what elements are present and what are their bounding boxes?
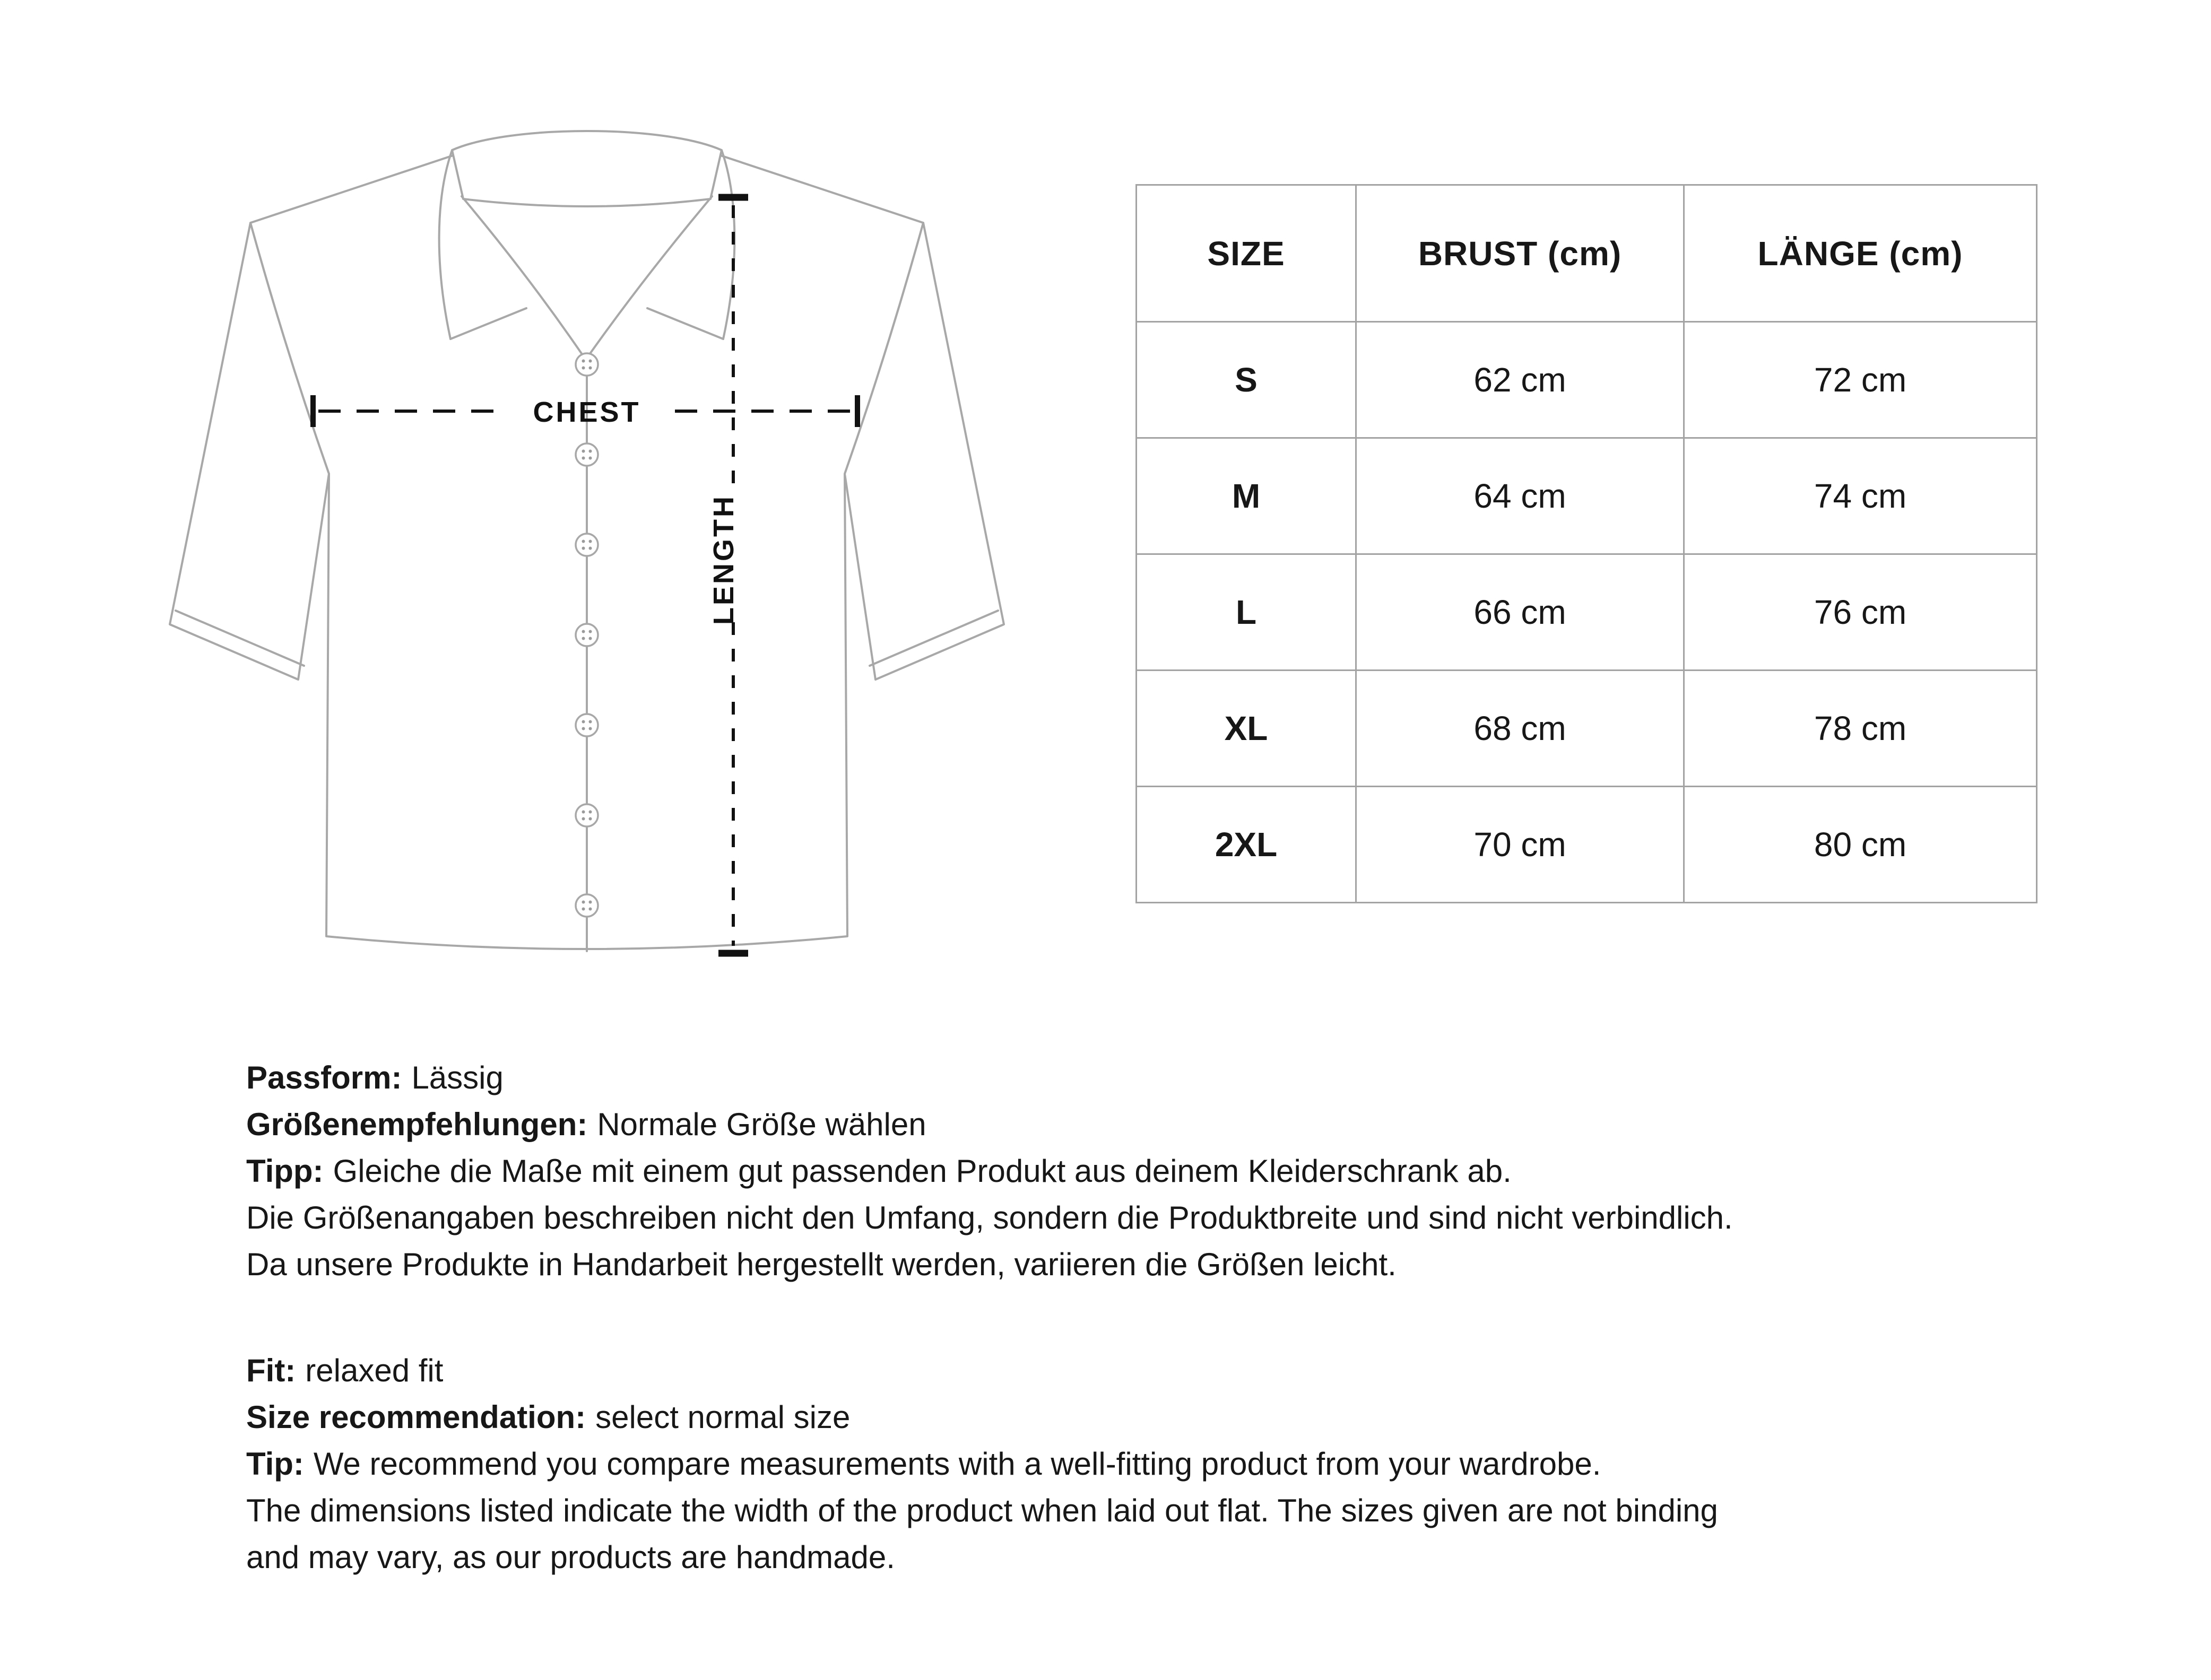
size-cell: L [1137, 554, 1356, 671]
laenge-cell: 74 cm [1684, 438, 2037, 554]
hinweis-text-2: Da unsere Produkte in Handarbeit hergestellt werden, variieren die Größen leicht. [246, 1247, 1397, 1282]
tip-label: Tip: [246, 1446, 304, 1482]
groessenempfehlung-line [246, 1101, 1733, 1148]
brust-cell: 68 cm [1356, 671, 1684, 787]
note-text-2: and may vary, as our products are handmade. [246, 1539, 895, 1575]
info-block-german [246, 1055, 1733, 1288]
brust-cell: 64 cm [1356, 438, 1684, 554]
table-row [1137, 671, 2037, 787]
button-icon [576, 353, 598, 376]
passform-line [246, 1055, 1733, 1101]
size-cell: XL [1137, 671, 1356, 787]
button-icon [576, 804, 598, 826]
size-cell: S [1137, 322, 1356, 438]
hinweis-line-1 [246, 1195, 1733, 1241]
table-row [1137, 787, 2037, 903]
tipp-label: Tipp: [246, 1153, 324, 1189]
size-table-header-row [1137, 185, 2037, 322]
button-icon [576, 894, 598, 917]
laenge-cell: 80 cm [1684, 787, 2037, 903]
length-label: LENGTH [708, 494, 740, 625]
table-row [1137, 322, 2037, 438]
note-line-1 [246, 1487, 1718, 1534]
note-line-2 [246, 1534, 1718, 1581]
button-icon [576, 443, 598, 466]
button-icon [576, 624, 598, 646]
laenge-cell: 76 cm [1684, 554, 2037, 671]
header-laenge: LÄNGE (cm) [1684, 185, 2037, 322]
laenge-cell: 78 cm [1684, 671, 2037, 787]
groessenempfehlung-value: Normale Größe wählen [597, 1107, 926, 1142]
fit-line [246, 1347, 1718, 1394]
fit-label: Fit: [246, 1353, 296, 1388]
hinweis-text-1: Die Größenangaben beschreiben nicht den Umfang, sondern die Produktbreite und sind nicht verbindlich. [246, 1200, 1733, 1235]
shirt-measurement-diagram [159, 119, 1019, 968]
fit-value: relaxed fit [305, 1353, 444, 1388]
size-table [1135, 184, 2037, 903]
passform-label: Passform: [246, 1060, 402, 1095]
size-recommendation-label: Size recommendation: [246, 1399, 586, 1435]
size-recommendation-value: select normal size [595, 1399, 851, 1435]
chest-label: CHEST [533, 396, 641, 428]
brust-cell: 62 cm [1356, 322, 1684, 438]
tip-value: We recommend you compare measurements with a well-fitting product from your wardrobe. [313, 1446, 1601, 1482]
shirt-outline-icon [170, 131, 1004, 951]
hinweis-line-2 [246, 1241, 1733, 1288]
shirt-diagram-svg [159, 119, 1019, 968]
button-icon [576, 534, 598, 556]
table-row [1137, 438, 2037, 554]
laenge-cell: 72 cm [1684, 322, 2037, 438]
brust-cell: 70 cm [1356, 787, 1684, 903]
size-recommendation-line [246, 1394, 1718, 1441]
tipp-line [246, 1148, 1733, 1195]
groessenempfehlung-label: Größenempfehlungen: [246, 1107, 588, 1142]
header-brust: BRUST (cm) [1356, 185, 1684, 322]
header-size: SIZE [1137, 185, 1356, 322]
tip-line [246, 1441, 1718, 1487]
button-icon [576, 714, 598, 736]
table-row [1137, 554, 2037, 671]
info-block-english [246, 1347, 1718, 1581]
note-text-1: The dimensions listed indicate the width of the product when laid out flat. The sizes given are not binding [246, 1493, 1718, 1528]
passform-value: Lässig [411, 1060, 504, 1095]
size-cell: M [1137, 438, 1356, 554]
collar-band [452, 131, 722, 206]
tipp-value: Gleiche die Maße mit einem gut passenden Produkt aus deinem Kleiderschrank ab. [333, 1153, 1512, 1189]
brust-cell: 66 cm [1356, 554, 1684, 671]
size-cell: 2XL [1137, 787, 1356, 903]
